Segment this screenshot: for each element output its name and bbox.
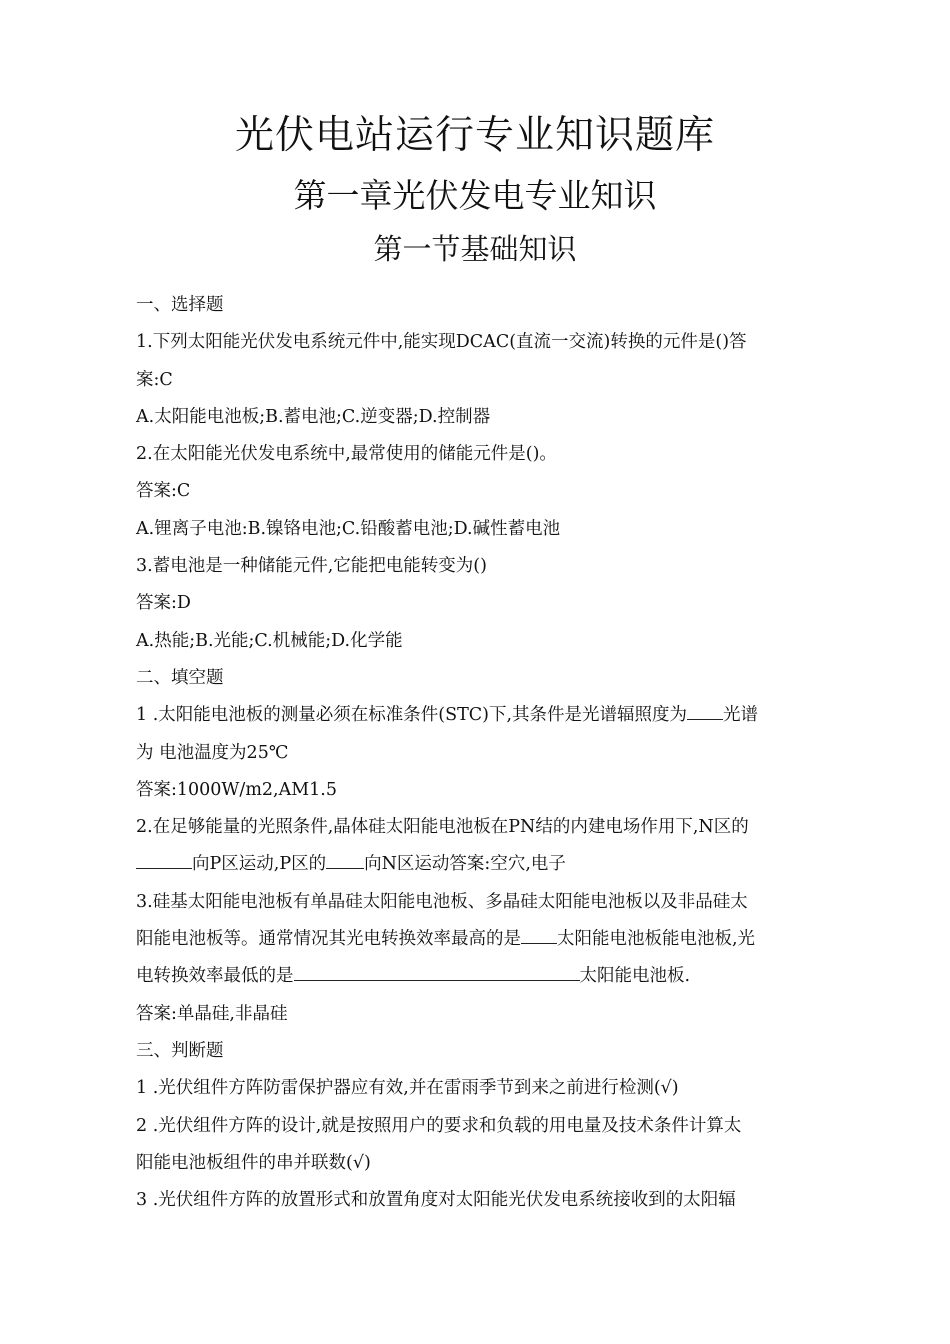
text-segment: 太阳能电池板能电池板,光 (557, 929, 756, 950)
fill-blank (294, 962, 580, 981)
answer-text: 答案:D (136, 593, 191, 614)
text-segment: 向N区运动答案:空穴,电子 (364, 854, 566, 875)
question-text: 阳能电池板组件的串并联数(√) (136, 1152, 371, 1173)
fill-blank (687, 701, 723, 720)
question-text (136, 697, 822, 734)
question-text: 2.在太阳能光伏发电系统中,最常使用的储能元件是()。 (136, 444, 557, 465)
question-text: 2 .光伏组件方阵的设计,就是按照用户的要求和负载的用电量及技术条件计算太 (136, 1115, 742, 1136)
fill-blank (521, 925, 557, 944)
text-segment: 电转换效率最低的是 (136, 966, 294, 987)
answer-text: 答案:C (136, 481, 191, 502)
answer-text: 答案:1000W/m2,AM1.5 (136, 779, 337, 800)
text-segment: 太阳能电池板. (579, 966, 691, 987)
fill-blank (326, 850, 364, 869)
question-text: 为 电池温度为25℃ (136, 742, 289, 763)
question-text: 3.蓄电池是一种储能元件,它能把电能转变为() (136, 556, 487, 577)
section-heading-choice: 一、选择题 (136, 295, 224, 315)
options-text: A.热能;B.光能;C.机械能;D.化学能 (136, 630, 403, 651)
document-title: 光伏电站运行专业知识题库 (234, 113, 715, 158)
question-text: 3.硅基太阳能电池板有单晶硅太阳能电池板、多晶硅太阳能电池板以及非品硅太 (136, 891, 748, 912)
text-segment: 向P区运动,P区的 (192, 854, 327, 875)
question-text: 3 .光伏组件方阵的放置形式和放置角度对太阳能光伏发电系统接收到的太阳辐 (136, 1190, 736, 1211)
question-text (136, 958, 822, 995)
section-heading-judge: 三、判断题 (136, 1040, 224, 1061)
chapter-title: 第一章光伏发电专业知识 (293, 176, 657, 215)
text-segment: 阳能电池板等。通常情况其光电转换效率最高的是 (136, 929, 521, 950)
question-text: 1 .光伏组件方阵防雷保护器应有效,并在雷雨季节到来之前进行检测(√) (136, 1078, 679, 1099)
question-text: 2.在足够能量的光照条件,晶体硅太阳能电池板在PN结的内建电场作用下,N区的 (136, 817, 749, 838)
text-segment: 1 .太阳能电池板的测量必须在标准条件(STC)下,其条件是光谱辐照度为 (136, 705, 688, 726)
fill-blank (136, 850, 192, 869)
options-text: A.太阳能电池板;B.蓄电池;C.逆变器;D.控制器 (136, 406, 491, 427)
options-text: A.锂离子电池:B.镍铬电池;C.铅酸蓄电池;D.碱性蓄电池 (136, 518, 561, 539)
question-text (136, 846, 822, 883)
question-text (136, 921, 822, 958)
document-body (136, 287, 822, 1219)
section-heading-fill: 二、填空题 (136, 667, 224, 688)
section-title: 第一节基础知识 (373, 232, 577, 266)
answer-text: 案:C (136, 369, 173, 390)
answer-text: 答案:单晶硅,非晶硅 (136, 1003, 288, 1024)
text-segment: 光谱 (723, 705, 759, 726)
question-text: 1.下列太阳能光伏发电系统元件中,能实现DCAC(直流一交流)转换的元件是()答 (136, 332, 747, 353)
